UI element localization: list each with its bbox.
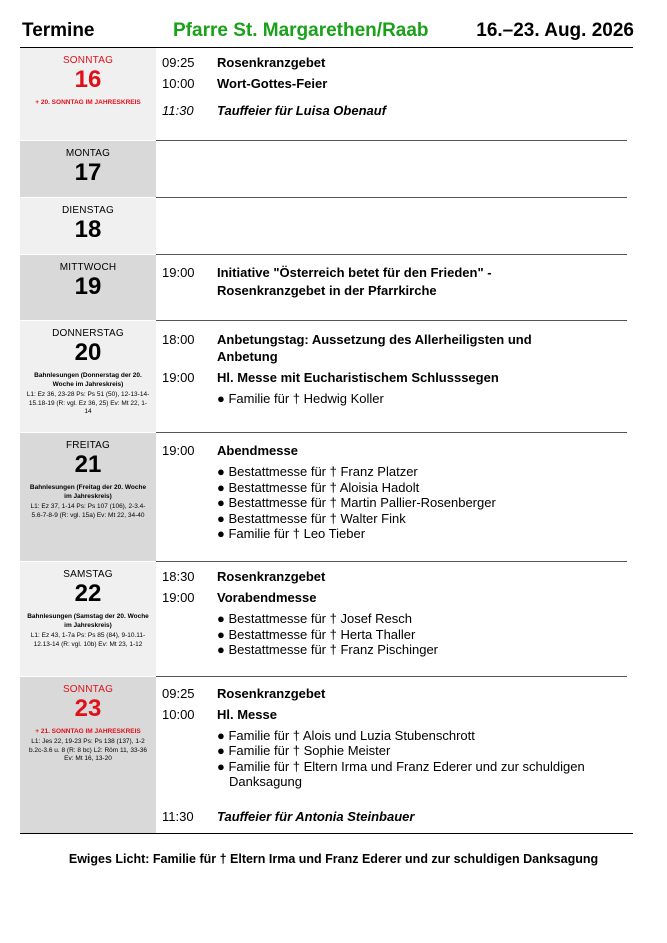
intention-item-cont: Danksagung bbox=[229, 774, 302, 789]
readings: L1: Ez 43, 1-7a Ps: Ps 85 (84), 9-10.11-12.13-14 (R: vgl. 10b) Ev: Mt 23, 1-12 bbox=[30, 632, 146, 648]
divider bbox=[156, 561, 627, 562]
event-time: 18:00 bbox=[162, 332, 195, 347]
event-time: 19:00 bbox=[162, 370, 195, 385]
intention-item: ● Bestattmesse für † Aloisia Hadolt bbox=[217, 480, 420, 495]
event-time: 19:00 bbox=[162, 590, 195, 605]
day-name: MITTWOCH bbox=[59, 262, 117, 273]
date-range: 16.–23. Aug. 2026 bbox=[476, 20, 634, 41]
bottom-rule bbox=[20, 833, 633, 834]
intention-item: ● Bestattmesse für † Walter Fink bbox=[217, 511, 406, 526]
readings: L1: Jes 22, 19-23 Ps: Ps 138 (137), 1-2 b.2c-3.6 u. 8 (R: 8 bc) L2: Röm 11, 33-36 Ev: Mt 16, 13-20 bbox=[28, 738, 148, 762]
parish-name: Pfarre St. Margarethen/Raab bbox=[173, 20, 429, 41]
day-cell-17 bbox=[20, 141, 156, 197]
intention-item: ● Familie für † Alois und Luzia Stubenschrott bbox=[217, 728, 475, 743]
event-title: Tauffeier für Antonia Steinbauer bbox=[217, 809, 415, 824]
event-title: Initiative "Österreich betet für den Frieden" - bbox=[217, 265, 492, 280]
event-time: 19:00 bbox=[162, 443, 195, 458]
readings-title: Bahnlesungen (Donnerstag der 20. Woche im Jahreskreis) bbox=[34, 372, 142, 388]
divider bbox=[156, 432, 627, 433]
day-name: SONNTAG bbox=[62, 684, 114, 695]
event-time: 11:30 bbox=[162, 809, 194, 824]
event-time: 10:00 bbox=[162, 707, 195, 722]
intention-item: ● Bestattmesse für † Martin Pallier-Rosenberger bbox=[217, 495, 496, 510]
day-number: 22 bbox=[74, 580, 102, 607]
page-header bbox=[20, 18, 634, 46]
event-title: Rosenkranzgebet bbox=[217, 686, 326, 701]
day-cell-18 bbox=[20, 198, 156, 254]
day-name: DONNERSTAG bbox=[52, 328, 124, 339]
event-title: Rosenkranzgebet bbox=[217, 55, 326, 70]
day-cell-20 bbox=[20, 321, 156, 432]
day-name: FREITAG bbox=[66, 440, 110, 451]
day-name: MONTAG bbox=[65, 148, 111, 159]
day-cell-21 bbox=[20, 433, 156, 561]
intention-item: ● Bestattmesse für † Josef Resch bbox=[217, 611, 412, 626]
day-number: 20 bbox=[74, 339, 102, 366]
divider bbox=[156, 676, 627, 677]
readings: L1: Ez 37, 1-14 Ps: Ps 107 (106), 2-3.4-5.6-7-8-9 (R: vgl. 15a) Ev: Mt 22, 34-40 bbox=[30, 503, 146, 519]
day-name: SONNTAG bbox=[62, 55, 114, 66]
day-cell-19 bbox=[20, 255, 156, 320]
event-time: 09:25 bbox=[162, 686, 195, 701]
day-name: DIENSTAG bbox=[62, 205, 114, 216]
event-title: Tauffeier für Luisa Obenauf bbox=[217, 103, 387, 118]
day-cell-22 bbox=[20, 562, 156, 676]
day-name: SAMSTAG bbox=[63, 569, 113, 580]
event-title: Rosenkranzgebet bbox=[217, 569, 326, 584]
intention-item: ● Familie für † Eltern Irma und Franz Ederer und zur schuldigen bbox=[217, 759, 585, 774]
divider bbox=[156, 320, 627, 321]
divider bbox=[156, 197, 627, 198]
readings-title: Bahnlesungen (Samstag der 20. Woche im Jahreskreis) bbox=[27, 613, 149, 629]
intention-item: ● Familie für † Hedwig Koller bbox=[217, 391, 384, 406]
day-number: 23 bbox=[74, 695, 102, 722]
day-number: 21 bbox=[74, 451, 102, 478]
event-title: Hl. Messe mit Eucharistischem Schlusssegen bbox=[217, 370, 499, 385]
event-title: Wort-Gottes-Feier bbox=[217, 76, 328, 91]
event-time: 19:00 bbox=[162, 265, 195, 280]
day-cell-16 bbox=[20, 48, 156, 140]
event-title-cont: Anbetung bbox=[217, 349, 278, 364]
intention-item: ● Bestattmesse für † Franz Platzer bbox=[217, 464, 418, 479]
day-cell-23 bbox=[20, 677, 156, 833]
event-title: Hl. Messe bbox=[217, 707, 277, 722]
day-number: 16 bbox=[74, 66, 102, 93]
intention-item: ● Bestattmesse für † Herta Thaller bbox=[217, 627, 416, 642]
feast-label: + 21. SONNTAG IM JAHRESKREIS bbox=[35, 728, 141, 735]
event-title: Vorabendmesse bbox=[217, 590, 317, 605]
feast-label: + 20. SONNTAG IM JAHRESKREIS bbox=[35, 99, 141, 106]
event-time: 10:00 bbox=[162, 76, 195, 91]
intention-item: ● Familie für † Leo Tieber bbox=[217, 526, 366, 541]
eternal-light-note: Ewiges Licht: Familie für † Eltern Irma und Franz Ederer und zur schuldigen Danksagung bbox=[68, 852, 599, 866]
day-number: 17 bbox=[74, 159, 102, 186]
event-time: 18:30 bbox=[162, 569, 195, 584]
intention-item: ● Familie für † Sophie Meister bbox=[217, 743, 391, 758]
header-label: Termine bbox=[22, 20, 95, 41]
event-time: 11:30 bbox=[162, 103, 194, 118]
divider bbox=[156, 140, 627, 141]
intention-item: ● Bestattmesse für † Franz Pischinger bbox=[217, 642, 438, 657]
readings-title: Bahnlesungen (Freitag der 20. Woche im Jahreskreis) bbox=[29, 484, 147, 500]
event-title-cont: Rosenkranzgebet in der Pfarrkirche bbox=[217, 283, 437, 298]
day-number: 19 bbox=[74, 273, 102, 300]
event-title: Anbetungstag: Aussetzung des Allerheiligsten und bbox=[217, 332, 532, 347]
event-time: 09:25 bbox=[162, 55, 195, 70]
day-number: 18 bbox=[74, 216, 102, 243]
divider bbox=[156, 254, 627, 255]
readings: L1: Ez 36, 23-28 Ps: Ps 51 (50), 12-13-14-15.18-19 (R: vgl. Ez 36, 25) Ev: Mt 22, 1-14 bbox=[26, 391, 150, 415]
event-title: Abendmesse bbox=[217, 443, 298, 458]
